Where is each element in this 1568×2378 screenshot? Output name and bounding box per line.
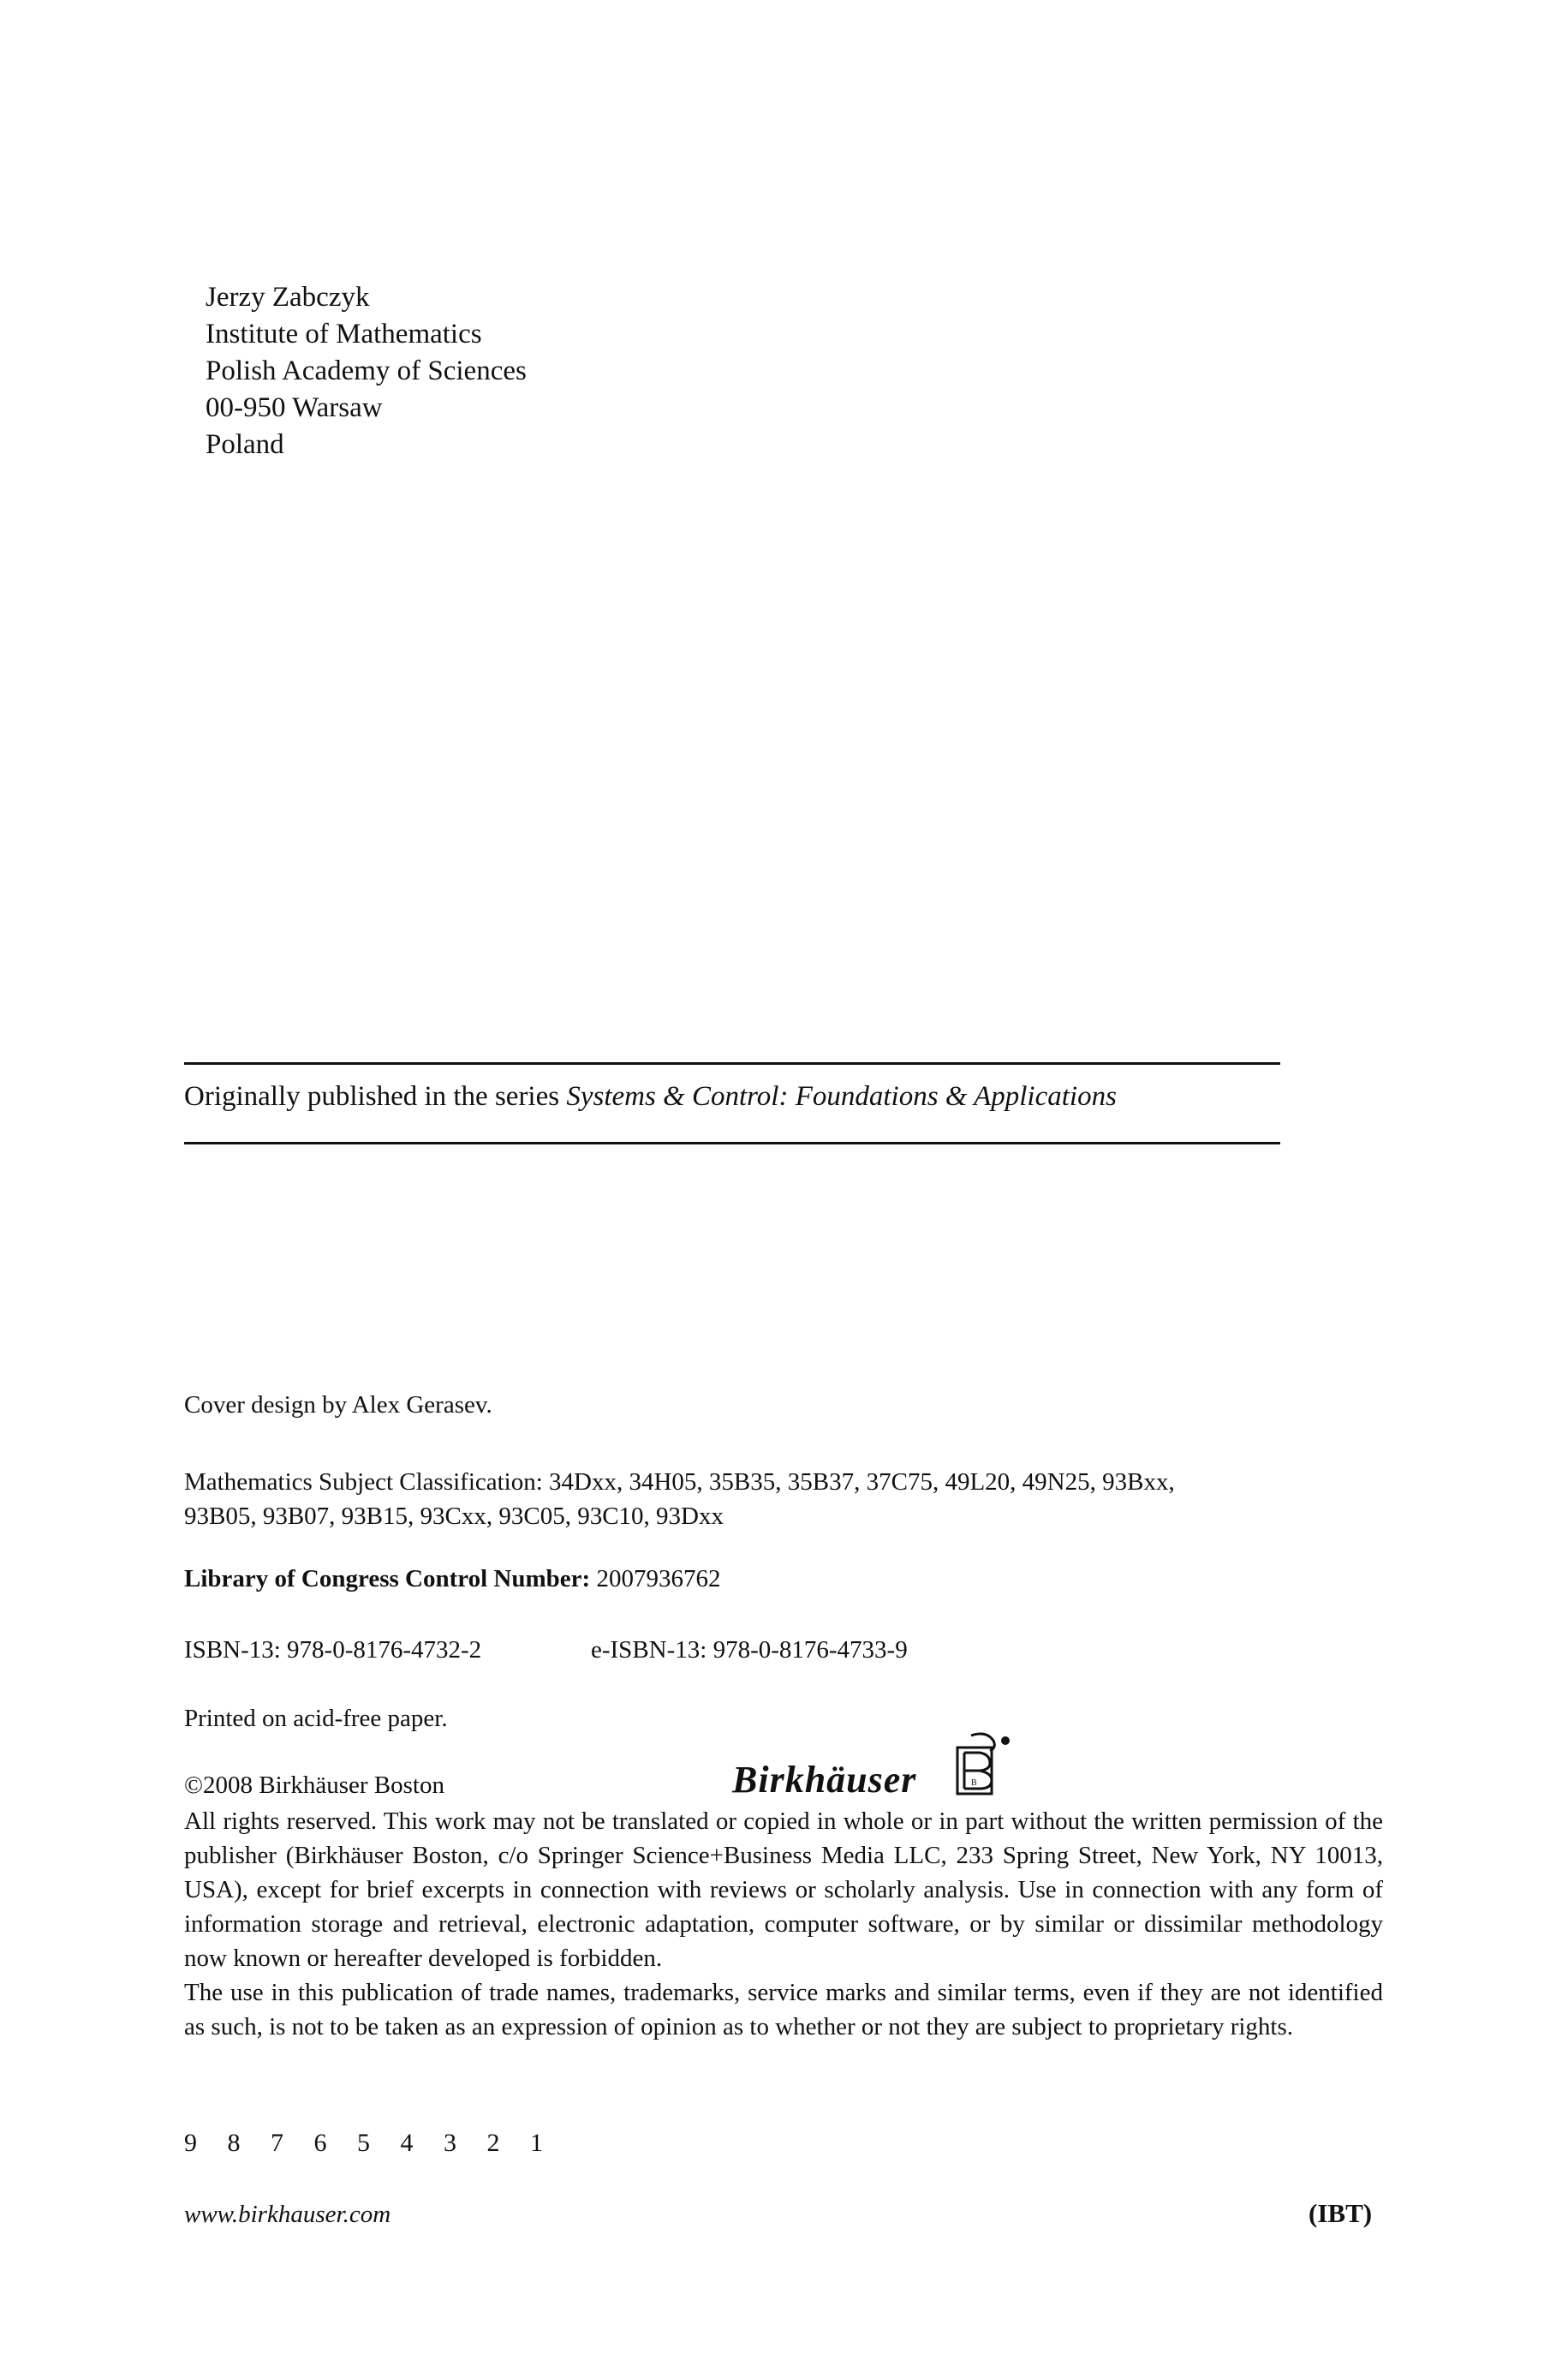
paper-note: Printed on acid-free paper. bbox=[184, 1705, 448, 1732]
lccn-label: Library of Congress Control Number: bbox=[184, 1565, 591, 1592]
author-institute: Institute of Mathematics bbox=[206, 319, 482, 350]
isbn-electronic: e-ISBN-13: 978-0-8176-4733-9 bbox=[591, 1636, 908, 1664]
author-city: 00-950 Warsaw bbox=[206, 392, 383, 423]
author-name: Jerzy Zabczyk bbox=[206, 282, 370, 313]
logo-text: B bbox=[971, 1778, 977, 1788]
subject-classification bbox=[184, 1465, 1383, 1533]
printing-number-line: 9 8 7 6 5 4 3 2 1 bbox=[184, 2129, 555, 2157]
author-academy: Polish Academy of Sciences bbox=[206, 356, 527, 386]
publisher-website[interactable]: www.birkhauser.com bbox=[184, 2201, 391, 2228]
lccn-value: 2007936762 bbox=[590, 1565, 721, 1592]
series-note bbox=[184, 1081, 1280, 1113]
msc-line-2: 93B05, 93B07, 93B15, 93Cxx, 93C05, 93C10, 93Dxx bbox=[184, 1503, 724, 1530]
author-address bbox=[206, 279, 527, 463]
series-top-rule bbox=[184, 1062, 1280, 1065]
lccn bbox=[184, 1562, 720, 1596]
publisher-brand: Birkhäuser bbox=[732, 1759, 917, 1801]
series-title: Systems & Control: Foundations & Applications bbox=[566, 1081, 1117, 1112]
cover-design-credit: Cover design by Alex Gerasev. bbox=[184, 1391, 492, 1419]
rights-paragraph-1: All rights reserved. This work may not be translated or copied in whole or in part without the written permission of the publisher (Birkhäuser Boston, c/o Springer Science+Business Media LLC, 233 Spring Street, New York, NY 10013, USA), except for brief excerpts in connection with reviews or scholarly analysis. Use in connection with any form of information storage and retrieval, electronic adaptation, computer software, or by similar or dissimilar methodology now known or hereafter developed is forbidden. bbox=[184, 1807, 1383, 1972]
birkhauser-logo-icon bbox=[952, 1729, 1012, 1799]
series-prefix: Originally published in the series bbox=[184, 1081, 567, 1112]
msc-line-1: Mathematics Subject Classification: 34Dxx, 34H05, 35B35, 35B37, 37C75, 49L20, 49N25, 93Bxx, bbox=[184, 1468, 1175, 1496]
isbn-print: ISBN-13: 978-0-8176-4732-2 bbox=[184, 1636, 482, 1664]
author-country: Poland bbox=[206, 429, 284, 460]
rights-paragraph-2: The use in this publication of trade names, trademarks, service marks and similar terms, even if they are not identified as such, is not to be taken as an expression of opinion as to whether or not they are subject to proprietary rights. bbox=[184, 1979, 1383, 2040]
printer-code: (IBT) bbox=[1309, 2198, 1373, 2228]
series-bottom-rule bbox=[184, 1142, 1280, 1144]
rights-statement bbox=[184, 1804, 1383, 2044]
copyright-line: ©2008 Birkhäuser Boston bbox=[184, 1772, 444, 1799]
